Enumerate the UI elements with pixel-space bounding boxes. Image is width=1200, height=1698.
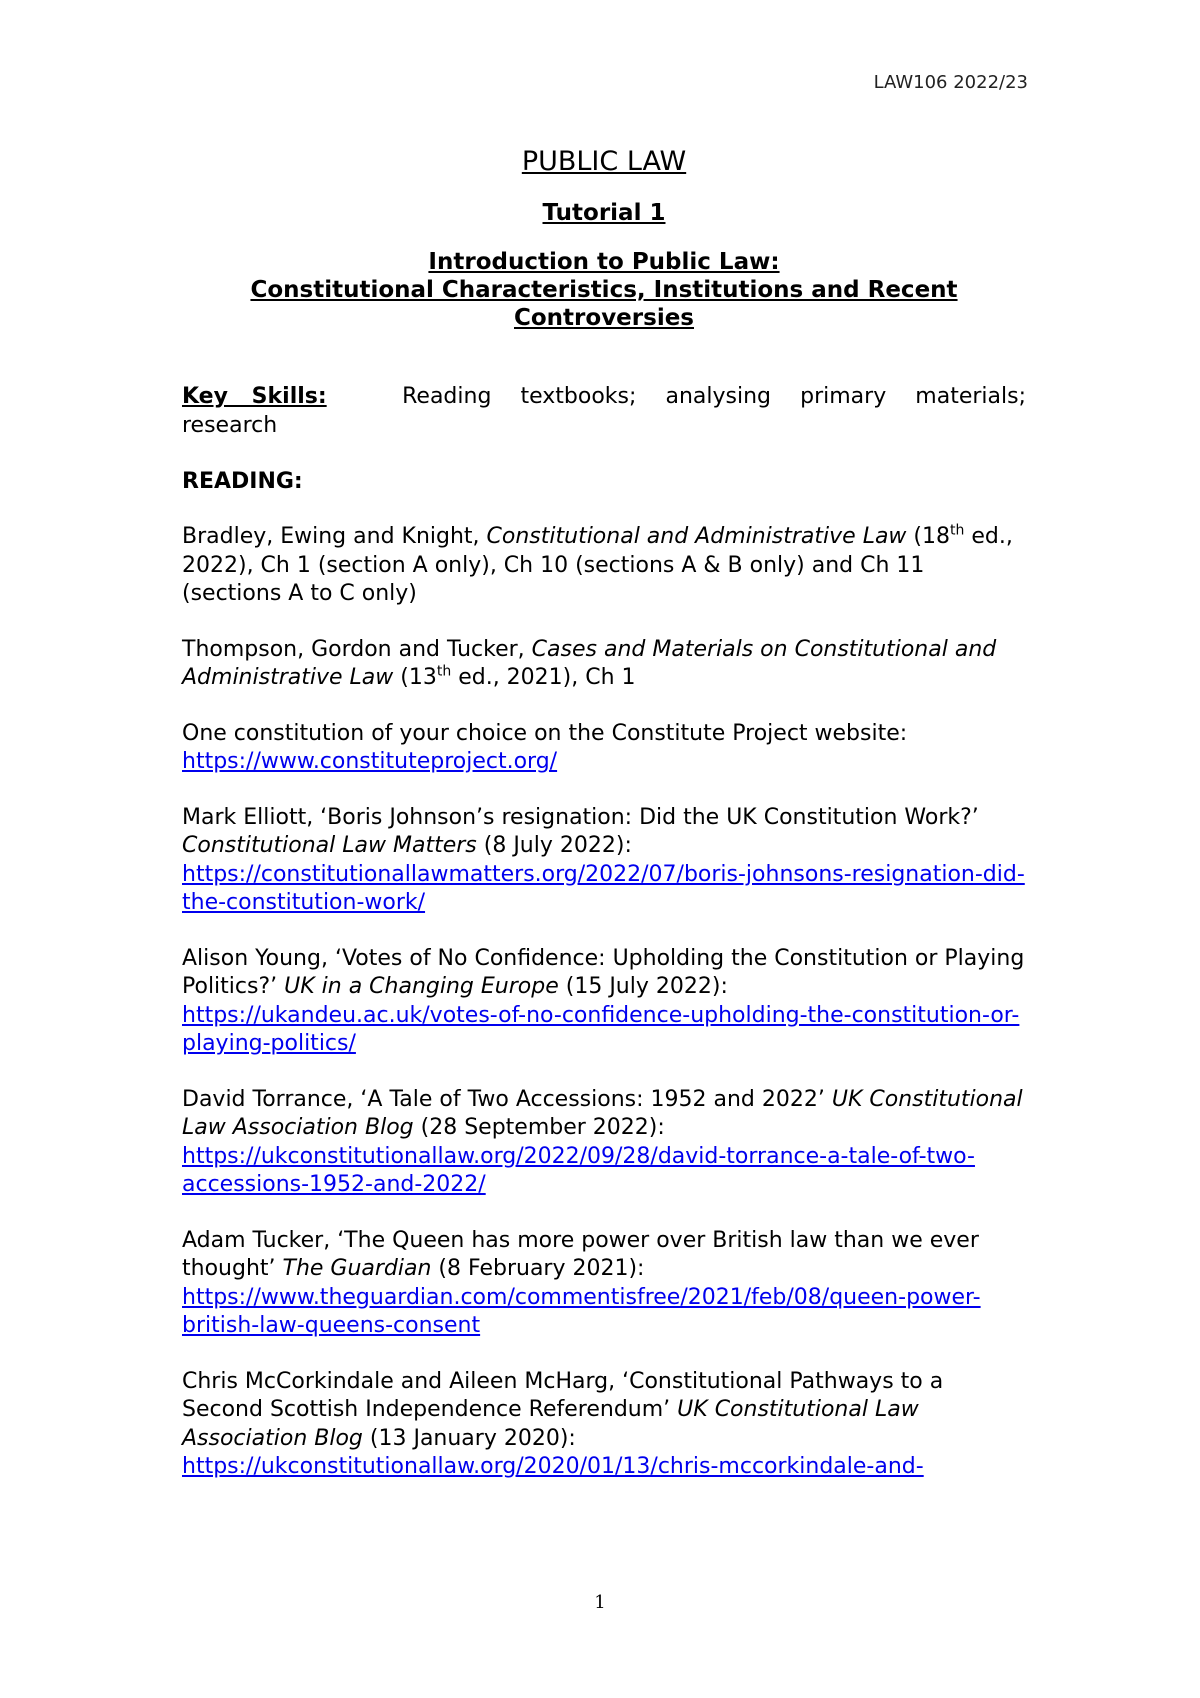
entry-edition: (13 — [393, 665, 437, 690]
entry-date: (15 July 2022): — [558, 974, 728, 999]
entry-authors: Adam Tucker, ‘The Queen has more power over British law than we ever thought’ — [182, 1227, 979, 1281]
entry-description: One constitution of your choice on the Constitute Project website: — [182, 720, 908, 746]
edition-superscript: th — [436, 663, 452, 680]
reading-entry — [182, 523, 1026, 609]
entry-date: (8 July 2022): — [476, 833, 632, 858]
entry-authors: Thompson, Gordon and Tucker, — [182, 636, 532, 662]
tutorial-number: Tutorial 1 — [542, 200, 666, 226]
edition-superscript: th — [950, 522, 965, 539]
course-reference: LAW106 2022/23 — [873, 72, 1028, 93]
entry-authors: Mark Elliott, ‘Boris Johnson’s resignation: Did the UK Constitution Work?’ — [182, 804, 979, 830]
entry-source: UK Constitutional Law Association Blog — [182, 1397, 919, 1451]
reading-link[interactable]: https://www.constituteproject.org/ — [182, 749, 558, 774]
tutorial-topic — [182, 248, 1026, 332]
reading-link[interactable]: https://ukandeu.ac.uk/votes-of-no-confidence-upholding-the-constitution-or-playing-politics/ — [182, 1002, 1020, 1056]
key-skills-label: Key Skills: — [182, 384, 327, 409]
reading-entry — [182, 636, 1026, 693]
reading-entry — [182, 804, 1026, 918]
reading-entry — [182, 1368, 1026, 1482]
reading-link[interactable]: https://ukconstitutionallaw.org/2020/01/13/chris-mccorkindale-and- — [182, 1454, 924, 1479]
entry-source: UK in a Changing Europe — [284, 974, 559, 999]
reading-link[interactable]: https://constitutionallawmatters.org/2022/07/boris-johnsons-resignation-did-the-constitution-work/ — [182, 861, 1025, 915]
entry-authors: Alison Young, ‘Votes of No Confidence: Upholding the Constitution or Playing Politics?’ — [182, 945, 1025, 999]
page-number: 1 — [594, 1592, 606, 1613]
entry-title: Constitutional and Administrative Law — [486, 524, 907, 549]
reading-entry — [182, 1227, 1026, 1341]
key-skills — [182, 382, 1026, 440]
entry-source: The Guardian — [282, 1256, 432, 1281]
document-body — [182, 140, 1026, 1482]
reading-link[interactable]: https://ukconstitutionallaw.org/2022/09/28/david-torrance-a-tale-of-two-accessions-1952-and-2022/ — [182, 1143, 975, 1197]
entry-source: Constitutional Law Matters — [182, 833, 477, 858]
topic-line-2: Constitutional Characteristics, Institutions and Recent Controversies — [250, 277, 958, 331]
entry-title: Cases and Materials on Constitutional and Administrative Law — [182, 636, 997, 690]
entry-date: (13 January 2020): — [362, 1425, 576, 1451]
reading-entry — [182, 1086, 1026, 1200]
entry-date: (28 September 2022): — [413, 1115, 665, 1140]
entry-details: ed., 2021), Ch 1 — [451, 665, 636, 690]
document-title: PUBLIC LAW — [521, 146, 687, 177]
key-skills-text: Reading textbooks; analysing primary materials; research — [182, 384, 1026, 438]
entry-authors: Chris McCorkindale and Aileen McHarg, ‘Constitutional Pathways to a Second Scottish Independence Referendum’ — [182, 1368, 944, 1422]
topic-line-1: Introduction to Public Law: — [428, 249, 780, 275]
entry-edition: (18 — [906, 524, 950, 549]
reading-heading: READING: — [182, 469, 303, 494]
entry-authors: Bradley, Ewing and Knight, — [182, 524, 487, 549]
reading-entry — [182, 945, 1026, 1059]
entry-details: ed., 2022), Ch 1 (section A only), Ch 10 (sections A & B only) and Ch 11 (sections A to C only) — [182, 524, 1013, 606]
entry-authors: David Torrance, ‘A Tale of Two Accessions: 1952 and 2022’ — [182, 1086, 832, 1112]
entry-source: UK Constitutional Law Association Blog — [182, 1086, 1023, 1140]
entry-date: (8 February 2021): — [431, 1256, 645, 1281]
reading-entry — [182, 720, 1026, 777]
reading-link[interactable]: https://www.theguardian.com/commentisfree/2021/feb/08/queen-power-british-law-queens-consent — [182, 1284, 981, 1338]
